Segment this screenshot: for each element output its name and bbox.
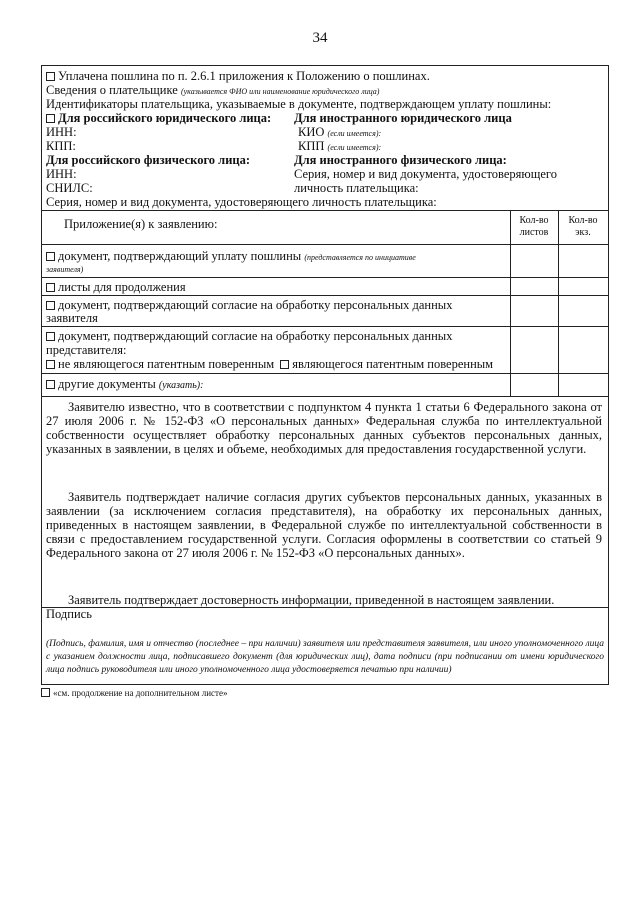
col-sheets-line1: Кол-во (519, 215, 549, 226)
foreign-doc-line1: Серия, номер и вид документа, удостоверяющего (294, 167, 557, 181)
ru-doc-label: Серия, номер и вид документа, удостоверяющего личность плательщика: (46, 195, 437, 209)
payer-info-note: (указывается ФИО или наименование юридического лица) (180, 87, 380, 96)
payer-info-label: Сведения о плательщике (46, 83, 178, 97)
continuation-note (41, 688, 227, 698)
attachments-title: Приложение(я) к заявлению: (64, 217, 218, 231)
divider (42, 326, 608, 327)
foreign-person-title: Для иностранного физического лица: (294, 153, 507, 167)
fee-paid-checkbox[interactable] (46, 72, 55, 81)
attachment-checkbox[interactable] (46, 301, 55, 310)
inn2-label: ИНН: (46, 167, 77, 181)
attachment-checkbox[interactable] (46, 283, 55, 292)
kpp-foreign-field (298, 140, 381, 154)
continuation-text: «см. продолжение на дополнительном листе» (53, 688, 228, 698)
payer-info-line (46, 84, 379, 98)
divider (42, 244, 608, 245)
attorney-checkbox[interactable] (280, 360, 289, 369)
attachment-label-cont: заявителя (46, 311, 98, 325)
representative-options (46, 358, 493, 371)
snils-label: СНИЛС: (46, 181, 93, 195)
divider (42, 396, 608, 397)
ru-person-title: Для российского физического лица: (46, 153, 251, 167)
divider (42, 373, 608, 374)
ru-legal-checkbox[interactable] (46, 114, 55, 123)
col-sheets-header (510, 215, 558, 239)
divider (42, 295, 608, 296)
col-copies-header (558, 215, 608, 239)
col-sheets-line2: листов (519, 227, 549, 238)
kio-note: (если имеется): (327, 129, 382, 138)
consent-paragraph-3: Заявитель подтверждает достоверность информации, приведенной в настоящем заявлении. (68, 593, 555, 607)
attachment-checkbox[interactable] (46, 380, 55, 389)
attachment-label: документ, подтверждающий согласие на обработку персональных данных (58, 298, 453, 312)
consent-paragraph-1: Заявителю известно, что в соответствии с подпунктом 4 пункта 1 статьи 6 Федерального закона от 27 июля 2006 г. № 152-ФЗ «О персональных данных» Федеральная служба по интеллектуальной собственности осуществляет обработку персональных данных субъектов персональных данных, указанных в заявлении, в целях и объеме, необходимых для предоставления государственной услуги. (46, 400, 602, 456)
kio-field (298, 126, 381, 140)
attachment-note: (указать): (158, 380, 204, 391)
attachment-row (46, 250, 416, 264)
kpp-foreign-note: (если имеется): (327, 143, 382, 152)
divider (42, 277, 608, 278)
foreign-legal-title: Для иностранного юридического лица (294, 111, 512, 125)
not-attorney-label: не являющегося патентным поверенным (58, 357, 275, 371)
signature-note: (Подпись, фамилия, имя и отчество (последнее – при наличии) заявителя или представителя заявителя, или иного уполномоченного лица с указанием должности лица, подписавшего документ (для юридических лиц), дата подписи (при подписании от имени юридического лица подпись руководителя или иного уполномоченного лица удостоверяется печатью при наличии) (46, 639, 604, 675)
signature-section (41, 606, 609, 685)
attachment-row (46, 281, 186, 294)
continuation-checkbox[interactable] (41, 688, 50, 697)
kpp-label: КПП: (46, 139, 76, 153)
attachment-label-cont: представителя: (46, 343, 127, 357)
kio-label: КИО (298, 125, 325, 139)
application-form-frame (41, 65, 609, 608)
ru-legal-title-text: Для российского юридического лица: (58, 111, 272, 125)
consent-paragraph-2: Заявитель подтверждает наличие согласия других субъектов персональных данных, указанных в заявлении (за исключением согласия представителя), на обработку их персональных данных, приведенных в настоящем заявлении, в Федеральной службе по интеллектуальной собственности в связи с предоставлением государственной услуги. Согласия оформлены в соответствии со статьей 9 Федерального закона от 27 июля 2006 г. № 152-ФЗ «О персональных данных». (46, 490, 602, 560)
ru-legal-title (46, 112, 271, 125)
attachment-label: листы для продолжения (58, 280, 186, 294)
col-copies-line2: экз. (575, 227, 591, 238)
attachment-checkbox[interactable] (46, 332, 55, 341)
not-attorney-checkbox[interactable] (46, 360, 55, 369)
attachment-row (46, 330, 452, 343)
attachment-row (46, 299, 452, 312)
page-number: 34 (312, 30, 328, 46)
col-copies-line1: Кол-во (568, 215, 598, 226)
attachment-label: документ, подтверждающий согласие на обработку персональных данных (58, 329, 453, 343)
attachment-label: другие документы (58, 377, 156, 391)
inn-label: ИНН: (46, 125, 77, 139)
payer-identifiers-label: Идентификаторы плательщика, указываемые в документе, подтверждающем уплату пошлины: (46, 97, 552, 111)
kpp-foreign-label: КПП (298, 139, 325, 153)
attachment-row (46, 378, 203, 392)
signature-label: Подпись (46, 607, 92, 621)
attorney-label: являющегося патентным поверенным (292, 357, 494, 371)
foreign-doc-line2: личность плательщика: (294, 181, 419, 195)
attachment-checkbox[interactable] (46, 252, 55, 261)
divider (42, 210, 608, 211)
fee-paid-text: Уплачена пошлина по п. 2.6.1 приложения к Положению о пошлинах. (58, 69, 430, 83)
attachment-note-cont: заявителя) (46, 265, 84, 274)
attachment-note: (представляется по инициативе (304, 253, 416, 262)
attachment-label: документ, подтверждающий уплату пошлины (58, 249, 302, 263)
fee-paid-line (46, 70, 430, 83)
